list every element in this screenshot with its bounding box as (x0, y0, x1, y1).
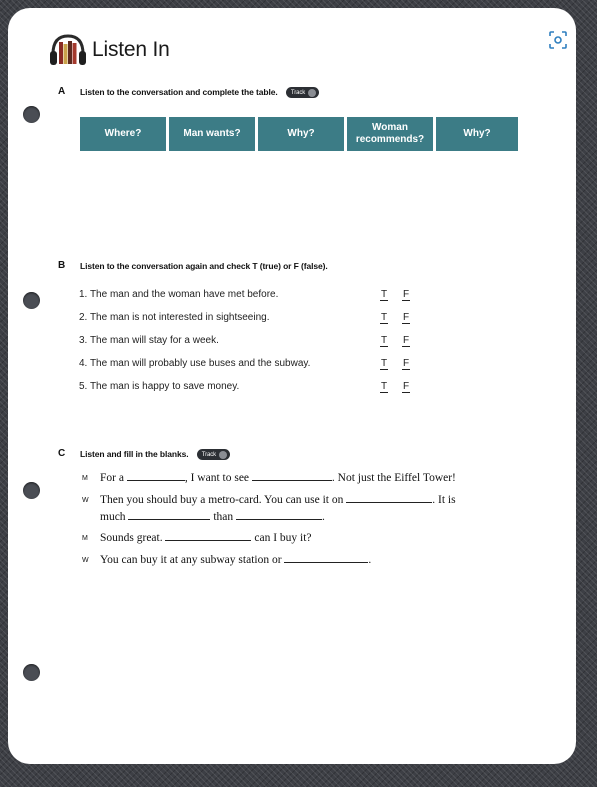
dialogue-line: W You can buy it at any subway station or . (82, 552, 371, 569)
section-c-letter: C (58, 448, 66, 459)
section-a-instruction (80, 87, 319, 98)
false-option[interactable]: F (402, 358, 410, 369)
false-option[interactable]: F (402, 289, 410, 300)
track-badge-c[interactable] (197, 449, 230, 460)
section-a-letter: A (58, 86, 66, 97)
speaker-label: W (82, 497, 89, 504)
fill-blank[interactable] (252, 470, 332, 481)
section-a-table-header (80, 117, 518, 151)
false-option[interactable]: F (402, 335, 410, 346)
headphones-icon (48, 32, 88, 68)
section-c-instruction (80, 449, 230, 460)
tf-statement: 4. The man will probably use buses and the subway. (79, 358, 311, 369)
scan-button[interactable] (544, 26, 572, 54)
true-option[interactable]: T (380, 312, 388, 323)
track-label: Track (290, 89, 306, 96)
binder-hole (23, 292, 40, 309)
fill-blank[interactable] (284, 552, 368, 563)
track-label: Track (201, 451, 217, 458)
fill-blank[interactable] (346, 492, 432, 503)
dialogue-line: much than . (100, 511, 325, 523)
fill-blank[interactable] (165, 530, 251, 541)
table-column-why: Why? (258, 117, 344, 151)
binder-hole (23, 106, 40, 123)
true-option[interactable]: T (380, 381, 388, 392)
track-badge-a[interactable] (286, 87, 319, 98)
section-a-instruction-text: Listen to the conversation and complete the table. (80, 87, 278, 97)
section-c-instruction-text: Listen and fill in the blanks. (80, 449, 189, 459)
table-column-why-2: Why? (436, 117, 518, 151)
tf-item (79, 312, 419, 326)
table-column-where: Where? (80, 117, 166, 151)
page-title: Listen In (92, 38, 170, 61)
dialogue-line: M For a , I want to see . Not just the Eiffel Tower! (82, 470, 456, 487)
page-header (48, 30, 170, 70)
tf-statement: 2. The man is not interested in sightseeing. (79, 312, 270, 323)
dialogue-line: M Sounds great. can I buy it? (82, 530, 312, 547)
section-b-instruction: Listen to the conversation again and check T (true) or F (false). (80, 261, 328, 271)
fill-blank[interactable] (128, 509, 210, 520)
false-option[interactable]: F (402, 312, 410, 323)
speaker-label: M (82, 475, 88, 482)
scan-icon (548, 30, 568, 50)
tf-statement: 5. The man is happy to save money. (79, 381, 240, 392)
play-icon (219, 451, 227, 459)
tf-statement: 3. The man will stay for a week. (79, 335, 219, 346)
false-option[interactable]: F (402, 381, 410, 392)
table-column-man-wants: Man wants? (169, 117, 255, 151)
true-option[interactable]: T (380, 289, 388, 300)
binder-hole (23, 664, 40, 681)
true-option[interactable]: T (380, 335, 388, 346)
dialogue-line: W Then you should buy a metro-card. You can use it on . It is (82, 492, 456, 509)
play-icon (308, 89, 316, 97)
tf-item (79, 381, 419, 395)
section-b-letter: B (58, 260, 66, 271)
table-column-woman-recommends: Woman recommends? (347, 117, 433, 151)
speaker-label: M (82, 535, 88, 542)
fill-blank[interactable] (127, 470, 185, 481)
worksheet-page (8, 8, 576, 764)
tf-statement: 1. The man and the woman have met before. (79, 289, 279, 300)
tf-item (79, 335, 419, 349)
tf-item (79, 358, 419, 372)
fill-blank[interactable] (236, 509, 322, 520)
binder-hole (23, 482, 40, 499)
true-option[interactable]: T (380, 358, 388, 369)
tf-item (79, 289, 419, 303)
speaker-label: W (82, 557, 89, 564)
